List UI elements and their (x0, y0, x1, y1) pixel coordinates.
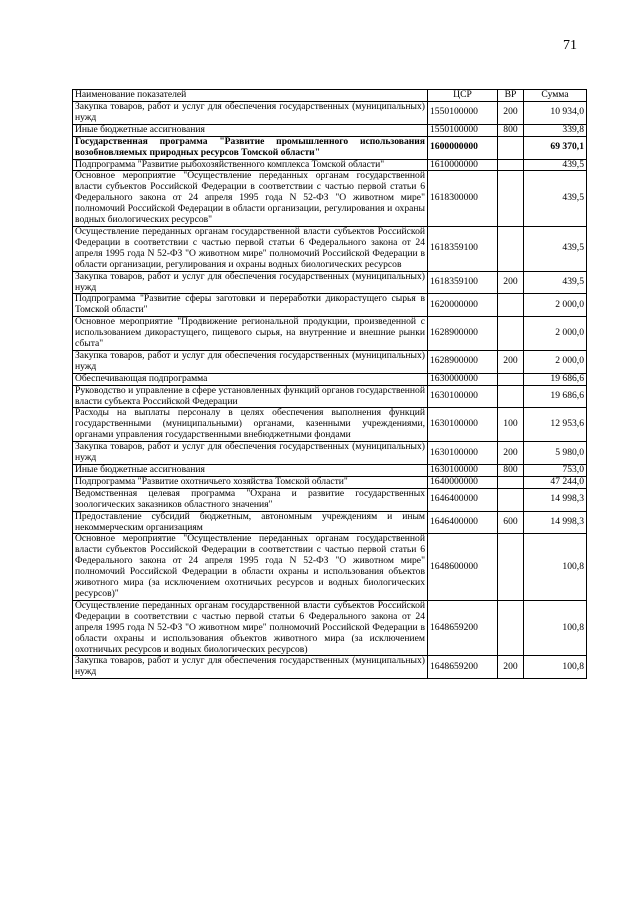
table-row (73, 656, 587, 679)
table-row (73, 385, 587, 408)
row-sum: 753,0 (524, 465, 587, 477)
row-vr (498, 136, 524, 159)
budget-table (72, 89, 587, 679)
row-sum: 10 934,0 (524, 102, 587, 125)
row-sum: 14 998,3 (524, 488, 587, 511)
row-sum: 12 953,6 (524, 408, 587, 442)
row-name: Основное мероприятие "Осуществление переданных органам государственной власти субъектов Российской Федерации в соответствии с частью первой статьи 6 Федерального закона от 24 апреля 1995 года N 52-ФЗ "О животном мире" полномочий Российской Федерации в области организации, регулирования и охраны водных биологических ресурсов" (73, 171, 428, 227)
table-row (73, 465, 587, 477)
row-code: 1628900000 (428, 350, 498, 373)
row-vr: 800 (498, 465, 524, 477)
row-code: 1618359100 (428, 226, 498, 271)
row-sum: 439,5 (524, 171, 587, 227)
row-sum: 14 998,3 (524, 511, 587, 534)
table-row (73, 534, 587, 600)
table-row (73, 271, 587, 294)
row-code: 1620000000 (428, 294, 498, 317)
row-name: Государственная программа "Развитие промышленного использования возобновляемых природных ресурсов Томской области" (73, 136, 428, 159)
row-vr: 100 (498, 408, 524, 442)
table-row (73, 226, 587, 271)
row-name: Подпрограмма "Развитие охотничьего хозяйства Томской области" (73, 476, 428, 488)
row-name: Предоставление субсидий бюджетным, автономным учреждениям и иным некоммерческим организациям (73, 511, 428, 534)
header-name: Наименование показателей (73, 90, 428, 102)
row-sum: 100,8 (524, 656, 587, 679)
table-row (73, 124, 587, 136)
row-sum: 439,5 (524, 226, 587, 271)
row-sum: 2 000,0 (524, 317, 587, 351)
row-name: Расходы на выплаты персоналу в целях обеспечения выполнения функций государственными (муниципальными) органами, казенными учреждениями, органами управления государственными внебюджетными фондами (73, 408, 428, 442)
row-name: Закупка товаров, работ и услуг для обеспечения государственных (муниципальных) нужд (73, 102, 428, 125)
row-name: Ведомственная целевая программа "Охрана и развитие государственных зоологических заказников областного значения" (73, 488, 428, 511)
page-number: 71 (563, 38, 577, 53)
row-code: 1648659200 (428, 656, 498, 679)
row-code: 1600000000 (428, 136, 498, 159)
row-vr (498, 385, 524, 408)
row-code: 1550100000 (428, 102, 498, 125)
row-vr: 200 (498, 656, 524, 679)
row-code: 1550100000 (428, 124, 498, 136)
table-row (73, 511, 587, 534)
table-row (73, 159, 587, 171)
table-row (73, 373, 587, 385)
row-name: Иные бюджетные ассигнования (73, 465, 428, 477)
row-code: 1630000000 (428, 373, 498, 385)
table-row (73, 317, 587, 351)
table-row (73, 476, 587, 488)
row-code: 1610000000 (428, 159, 498, 171)
table-row (73, 600, 587, 656)
row-sum: 5 980,0 (524, 442, 587, 465)
row-sum: 19 686,6 (524, 385, 587, 408)
row-vr (498, 171, 524, 227)
row-vr (498, 373, 524, 385)
row-sum: 2 000,0 (524, 350, 587, 373)
table-body (73, 102, 587, 679)
row-sum: 19 686,6 (524, 373, 587, 385)
row-vr: 200 (498, 442, 524, 465)
row-sum: 100,8 (524, 600, 587, 656)
row-code: 1618359100 (428, 271, 498, 294)
row-sum: 439,5 (524, 271, 587, 294)
row-vr (498, 317, 524, 351)
row-vr: 200 (498, 102, 524, 125)
table-row (73, 442, 587, 465)
row-code: 1648600000 (428, 534, 498, 600)
row-name: Закупка товаров, работ и услуг для обеспечения государственных (муниципальных) нужд (73, 656, 428, 679)
row-sum: 47 244,0 (524, 476, 587, 488)
table-row (73, 350, 587, 373)
row-sum: 339,8 (524, 124, 587, 136)
row-code: 1628900000 (428, 317, 498, 351)
row-vr (498, 488, 524, 511)
row-name: Закупка товаров, работ и услуг для обеспечения государственных (муниципальных) нужд (73, 350, 428, 373)
row-vr (498, 534, 524, 600)
row-vr (498, 159, 524, 171)
row-name: Основное мероприятие "Продвижение региональной продукции, произведенной с использованием дикорастущего, пищевого сырья, на внутренние и внешние рынки сбыта" (73, 317, 428, 351)
table-row (73, 294, 587, 317)
row-vr (498, 294, 524, 317)
row-code: 1630100000 (428, 408, 498, 442)
row-name: Осуществление переданных органам государственной власти субъектов Российской Федерации в соответствии с частью первой статьи 6 Федерального закона от 24 апреля 1995 года N 52-ФЗ "О животном мире" полномочий Российской Федерации в области охраны и использования объектов животного мира (за исключением охотничьих ресурсов и водных биологических ресурсов) (73, 600, 428, 656)
row-vr (498, 600, 524, 656)
row-vr: 200 (498, 271, 524, 294)
row-name: Руководство и управление в сфере установленных функций органов государственной власти субъекта Российской Федерации (73, 385, 428, 408)
row-sum: 439,5 (524, 159, 587, 171)
header-vr: ВР (498, 90, 524, 102)
row-name: Подпрограмма "Развитие сферы заготовки и переработки дикорастущего сырья в Томской области" (73, 294, 428, 317)
row-code: 1630100000 (428, 385, 498, 408)
table-row (73, 488, 587, 511)
row-sum: 100,8 (524, 534, 587, 600)
row-name: Обеспечивающая подпрограмма (73, 373, 428, 385)
row-code: 1648659200 (428, 600, 498, 656)
row-name: Закупка товаров, работ и услуг для обеспечения государственных (муниципальных) нужд (73, 442, 428, 465)
row-name: Основное мероприятие "Осуществление переданных органам государственной власти субъектов Российской Федерации в соответствии с частью первой статьи 6 Федерального закона от 24 апреля 1995 года N 52-ФЗ "О животном мире" полномочий Российской Федерации в области охраны и использования объектов животного мира (за исключением охотничьих ресурсов и водных биологических ресурсов)" (73, 534, 428, 600)
row-vr: 600 (498, 511, 524, 534)
header-sum: Сумма (524, 90, 587, 102)
row-code: 1630100000 (428, 465, 498, 477)
row-sum: 69 370,1 (524, 136, 587, 159)
row-name: Иные бюджетные ассигнования (73, 124, 428, 136)
row-name: Закупка товаров, работ и услуг для обеспечения государственных (муниципальных) нужд (73, 271, 428, 294)
row-vr (498, 476, 524, 488)
row-code: 1640000000 (428, 476, 498, 488)
table-row (73, 102, 587, 125)
row-code: 1630100000 (428, 442, 498, 465)
row-vr (498, 226, 524, 271)
table-row (73, 136, 587, 159)
row-code: 1646400000 (428, 511, 498, 534)
row-vr: 800 (498, 124, 524, 136)
table-header-row (73, 90, 587, 102)
row-code: 1646400000 (428, 488, 498, 511)
row-name: Осуществление переданных органам государственной власти субъектов Российской Федерации в соответствии с частью первой статьи 6 Федерального закона от 24 апреля 1995 года N 52-ФЗ "О животном мире" полномочий Российской Федерации в области организации, регулирования и охраны водных биологических ресурсов (73, 226, 428, 271)
table-row (73, 171, 587, 227)
table-row (73, 408, 587, 442)
row-code: 1618300000 (428, 171, 498, 227)
row-vr: 200 (498, 350, 524, 373)
header-code: ЦСР (428, 90, 498, 102)
row-sum: 2 000,0 (524, 294, 587, 317)
row-name: Подпрограмма "Развитие рыбохозяйственного комплекса Томской области" (73, 159, 428, 171)
